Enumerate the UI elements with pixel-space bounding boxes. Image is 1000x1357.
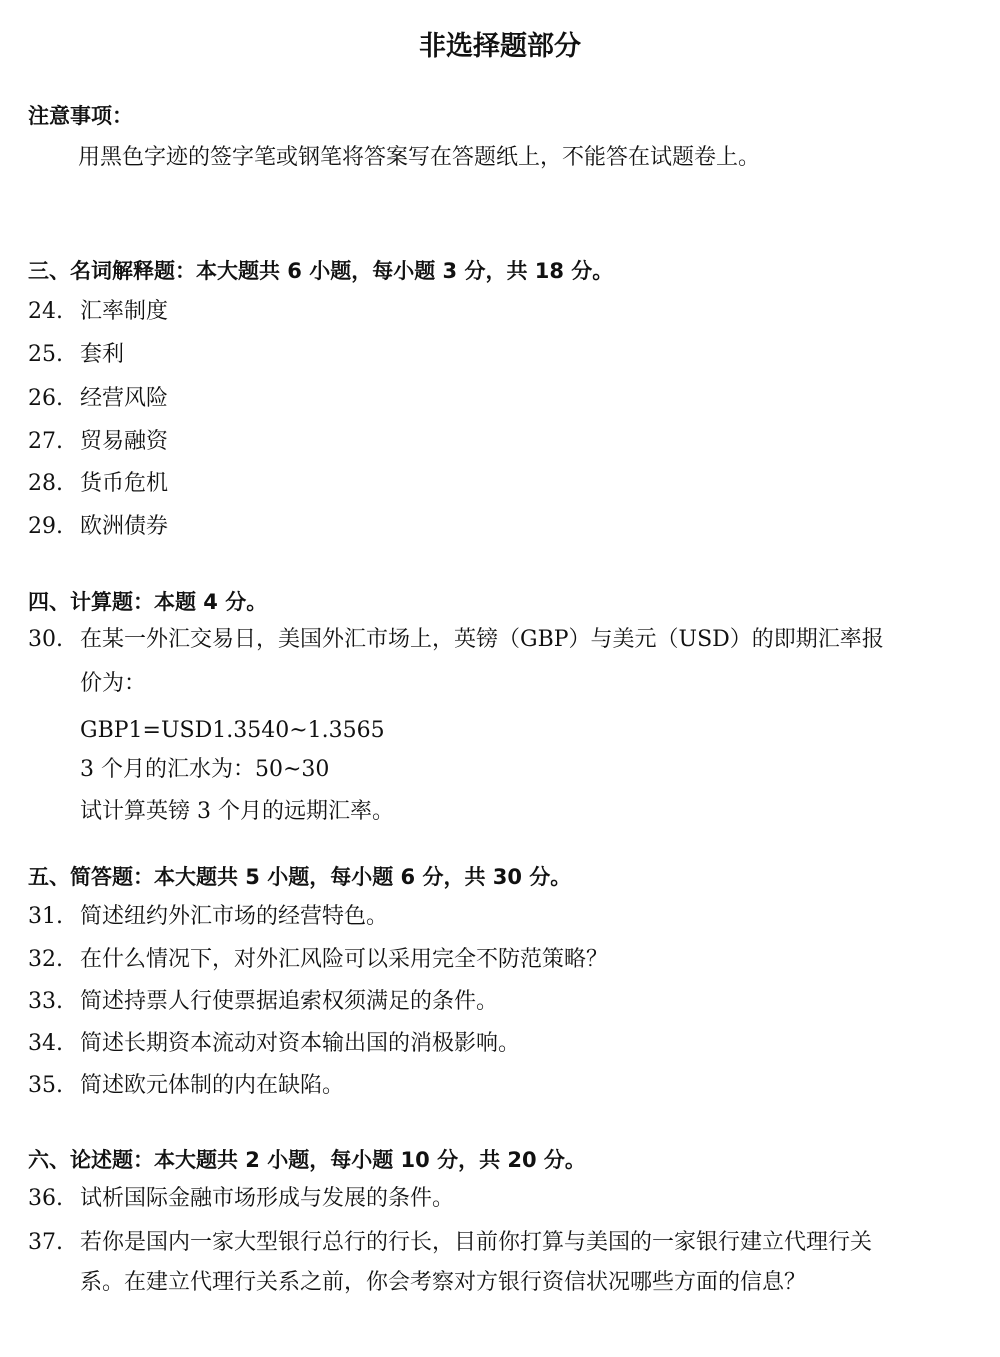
question-37-line2: 系。在建立代理行关系之前，你会考察对方银行资信状况哪些方面的信息？: [80, 1270, 807, 1295]
question-text: 欧洲债券: [80, 514, 169, 539]
question-text: 经营风险: [80, 386, 169, 411]
question-27: [28, 427, 168, 457]
question-29: [28, 512, 168, 542]
question-number: 35.: [28, 1073, 63, 1098]
question-30-line2: 价为：: [80, 671, 147, 696]
question-30-ask: 试计算英镑 3 个月的远期汇率。: [80, 799, 394, 824]
question-text: 在某一外汇交易日，美国外汇市场上，英镑（GBP）与美元（USD）的即期汇率报: [80, 627, 884, 652]
question-text: 贸易融资: [80, 429, 169, 454]
question-text: 试析国际金融市场形成与发展的条件。: [80, 1186, 455, 1211]
section6-heading: 六、论述题：本大题共 2 小题，每小题 10 分，共 20 分。: [28, 1148, 586, 1172]
question-number: 30.: [28, 627, 63, 652]
question-number: 28.: [28, 471, 63, 496]
exchange-rate-quote: GBP1=USD1.3540~1.3565: [80, 718, 385, 743]
question-number: 24.: [28, 299, 63, 324]
notice-text: 用黑色字迹的签字笔或钢笔将答案写在答题纸上，不能答在试题卷上。: [78, 145, 761, 170]
section3-heading: 三、名词解释题：本大题共 6 小题，每小题 3 分，共 18 分。: [28, 259, 614, 283]
question-37-line1: [28, 1228, 872, 1258]
swap-points: 3 个月的汇水为：50~30: [80, 757, 330, 782]
notice-heading: 注意事项：: [28, 104, 133, 128]
question-number: 32.: [28, 947, 63, 972]
question-text: 简述欧元体制的内在缺陷。: [80, 1073, 345, 1098]
question-text: 若你是国内一家大型银行总行的行长，目前你打算与美国的一家银行建立代理行关: [80, 1230, 873, 1255]
question-30-line1: [28, 625, 884, 655]
question-24: [28, 297, 168, 327]
question-text: 简述长期资本流动对资本输出国的消极影响。: [80, 1031, 521, 1056]
question-28: [28, 469, 168, 499]
question-number: 34.: [28, 1031, 63, 1056]
question-number: 36.: [28, 1186, 63, 1211]
question-number: 25.: [28, 342, 63, 367]
question-text: 在什么情况下，对外汇风险可以采用完全不防范策略？: [80, 947, 609, 972]
question-33: [28, 987, 498, 1017]
question-35: [28, 1071, 344, 1101]
question-number: 37.: [28, 1230, 63, 1255]
question-text: 简述纽约外汇市场的经营特色。: [80, 904, 389, 929]
question-25: [28, 340, 124, 370]
question-26: [28, 384, 168, 414]
question-36: [28, 1184, 454, 1214]
question-number: 33.: [28, 989, 63, 1014]
question-text: 套利: [80, 342, 125, 367]
question-number: 31.: [28, 904, 63, 929]
question-number: 27.: [28, 429, 63, 454]
question-number: 26.: [28, 386, 63, 411]
question-31: [28, 902, 388, 932]
page-title: 非选择题部分: [419, 31, 581, 62]
question-text: 简述持票人行使票据追索权须满足的条件。: [80, 989, 499, 1014]
question-text: 汇率制度: [80, 299, 169, 324]
question-number: 29.: [28, 514, 63, 539]
question-34: [28, 1029, 520, 1059]
question-text: 货币危机: [80, 471, 169, 496]
section4-heading: 四、计算题：本题 4 分。: [28, 590, 268, 614]
question-32: [28, 945, 608, 975]
section5-heading: 五、简答题：本大题共 5 小题，每小题 6 分，共 30 分。: [28, 865, 572, 889]
